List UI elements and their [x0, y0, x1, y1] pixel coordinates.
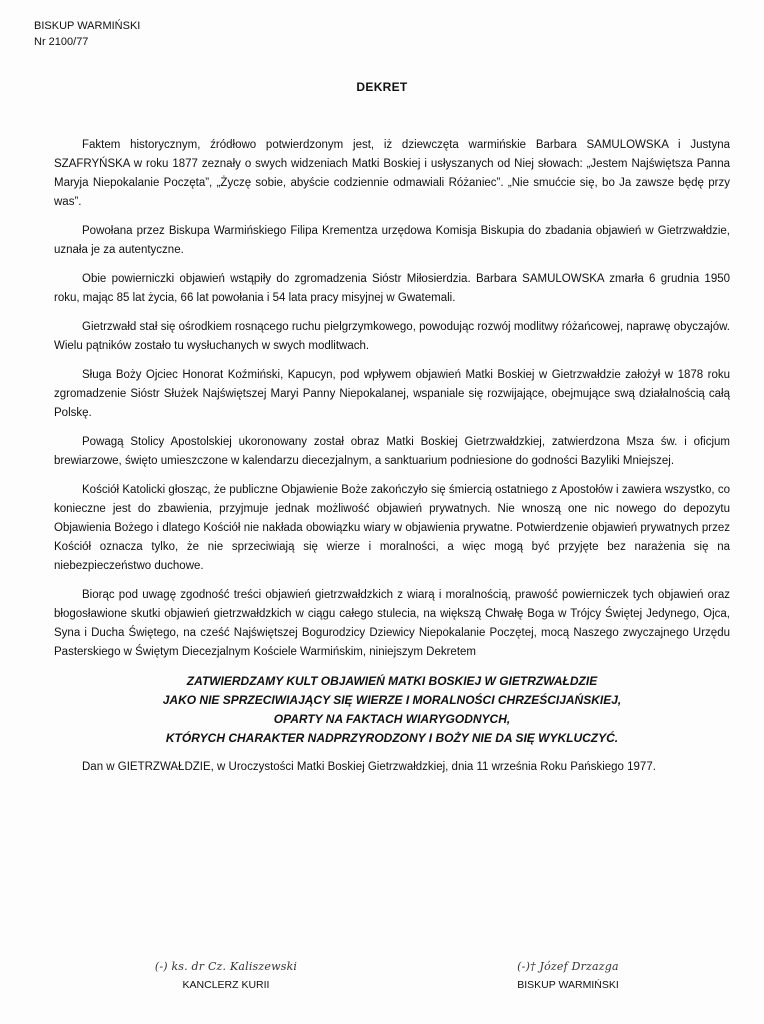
issuer-label: BISKUP WARMIŃSKI [34, 20, 141, 32]
signature-chancellor [126, 960, 326, 991]
handwritten-signature: (-) ks. dr Cz. Kaliszewski [154, 960, 298, 973]
decree-decision [54, 672, 730, 748]
document-number: Nr 2100/77 [34, 36, 89, 48]
signature-bishop [468, 960, 668, 991]
document-title: DEKRET [356, 80, 408, 94]
decision-line: JAKO NIE SPRZECIWIAJĄCY SIĘ WIERZE I MORALNOŚCI CHRZEŚCIJAŃSKIEJ, [162, 693, 622, 707]
signature-role: BISKUP WARMIŃSKI [517, 979, 619, 991]
decision-line: ZATWIERDZAMY KULT OBJAWIEŃ MATKI BOSKIEJ W GIETRZWAŁDZIE [186, 674, 598, 688]
decision-line: OPARTY NA FAKTACH WIARYGODNYCH, [273, 712, 511, 726]
decision-line: KTÓRYCH CHARAKTER NADPRZYRODZONY I BOŻY NIE DA SIĘ WYKLUCZYĆ. [165, 731, 619, 745]
paragraph: Gietrzwałd stał się ośrodkiem rosnącego ruchu pielgrzymkowego, powodując rozwój modlitwy różańcowej, naprawę obyczajów. Wielu pątników zostało tu wysłuchanych w swych modlitwach. [54, 321, 730, 352]
document-body [54, 136, 730, 787]
signature-role: KANCLERZ KURII [182, 979, 270, 991]
paragraph: Powołana przez Biskupa Warmińskiego Filipa Krementza urzędowa Komisja Biskupia do zbadania objawień w Gietrzwałdzie, uznała je za autentyczne. [54, 225, 730, 256]
handwritten-signature: (-)† Józef Drzazga [517, 960, 619, 973]
paragraph: Obie powierniczki objawień wstąpiły do zgromadzenia Sióstr Miłosierdzia. Barbara SAMULOWSKA zmarła 6 grudnia 1950 roku, mając 85 lat życia, 66 lat powołania i 54 lata pracy misyjnej w Gwatemali. [54, 273, 730, 304]
paragraph: Powagą Stolicy Apostolskiej ukoronowany został obraz Matki Boskiej Gietrzwałdzkiej, zatwierdzona Msza św. i oficjum brewiarzowe, święto umieszczone w kalendarzu diecezjalnym, a sanktuarium podniesione do godności Bazyliki Mniejszej. [54, 436, 730, 467]
document-header [34, 18, 140, 50]
paragraph: Kościół Katolicki głosząc, że publiczne Objawienie Boże zakończyło się śmiercią ostatniego z Apostołów i zawiera wszystko, co konieczne jest do zbawienia, przyjmuje jednak możliwość objawień prywatnych. Nie wnoszą one nic nowego do depozytu Objawienia Bożego i dlatego Kościół nie nakłada obowiązku wiary w objawienia prywatne. Potwierdzenie objawień prywatnych przez Kościół oznacza tylko, że nie sprzeciwiają się wierze i moralności, a więc mogą być przyjęte bez narażenia się na niebezpieczeństwo duchowe. [54, 484, 730, 572]
closing-paragraph: Dan w GIETRZWAŁDZIE, w Uroczystości Matki Boskiej Gietrzwałdzkiej, dnia 11 września Roku Pańskiego 1977. [82, 761, 656, 773]
paragraph: Sługa Boży Ojciec Honorat Koźmiński, Kapucyn, pod wpływem objawień Matki Boskiej w Gietrzwałdzie założył w 1878 roku zgromadzenie Sióstr Służek Najświętszej Maryi Panny Niepokalanej, wspaniale się rozwijające, obejmujące swą działalnością całą Polskę. [54, 369, 730, 419]
paragraph: Faktem historycznym, źródłowo potwierdzonym jest, iż dziewczęta warmińskie Barbara SAMULOWSKA i Justyna SZAFRYŃSKA w roku 1877 zeznały o swych widzeniach Matki Boskiej i usłyszanych od Niej słowach: „Jestem Najświętsza Panna Maryja Niepokalanie Poczęta”, „Życzę sobie, abyście codziennie odmawiali Różaniec”. „Nie smućcie się, bo Ja zawsze będę przy was”. [54, 139, 730, 208]
paragraph: Biorąc pod uwagę zgodność treści objawień gietrzwałdzkich z wiarą i moralnością, prawość powierniczek tych objawień oraz błogosławione skutki objawień gietrzwałdzkich w ciągu całego stulecia, na większą Chwałę Boga w Trójcy Świętej Jedynego, Ojca, Syna i Ducha Świętego, na cześć Najświętszej Bogurodzicy Dziewicy Niepokalanie Poczętej, mocą Naszego zwyczajnego Urzędu Pasterskiego w Świętym Diecezjalnym Kościele Warmińskim, niniejszym Dekretem [54, 589, 730, 658]
